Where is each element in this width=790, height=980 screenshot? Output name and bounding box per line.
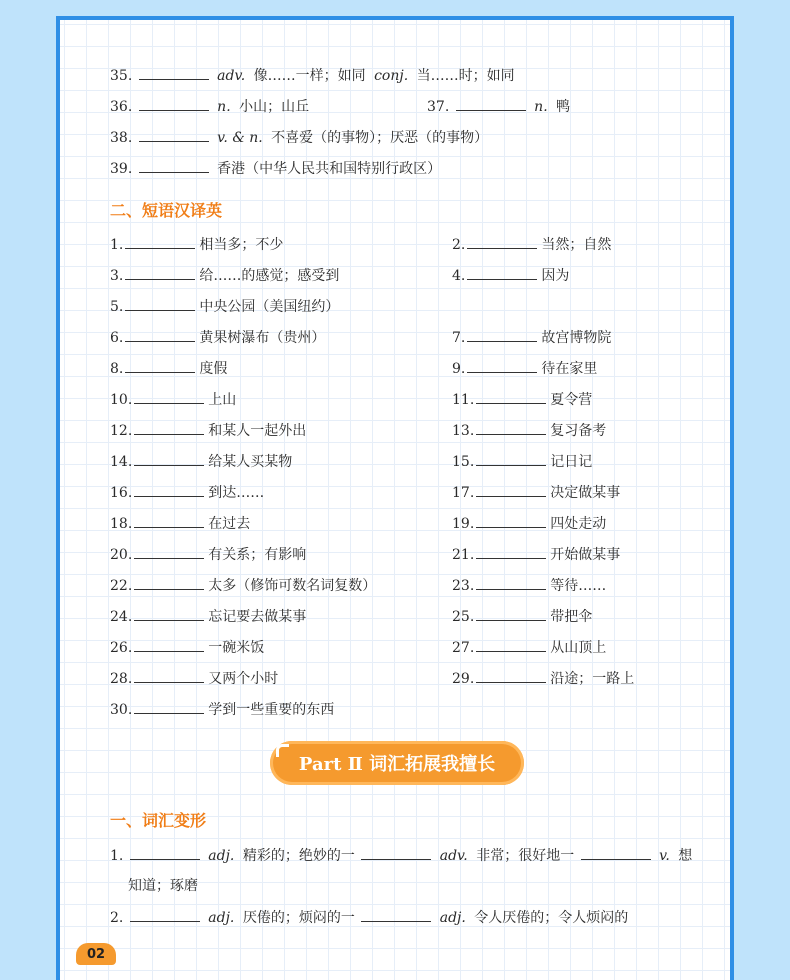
vocab-item-35 [110, 65, 515, 86]
answer-blank[interactable] [134, 544, 204, 559]
item-number: 38. [110, 130, 133, 146]
phrase-meaning: 太多（修饰可数名词复数） [208, 578, 377, 594]
phrase-item [452, 451, 592, 472]
item-number: 19. [452, 516, 475, 532]
phrase-item [110, 668, 278, 689]
phrase-item [110, 637, 264, 658]
item-number: 29. [452, 671, 475, 687]
part-of-speech: adv. [439, 848, 468, 864]
vocab-item-36 [110, 96, 309, 117]
answer-blank[interactable] [361, 907, 431, 922]
part-of-speech: v. & n. [217, 130, 263, 146]
phrase-meaning: 和某人一起外出 [208, 423, 307, 439]
definition: 香港（中华人民共和国特别行政区） [217, 161, 442, 177]
answer-blank[interactable] [456, 96, 526, 111]
phrase-meaning: 一碗米饭 [208, 640, 265, 656]
phrase-item [452, 358, 597, 379]
phrase-item [452, 544, 620, 565]
part-of-speech: v. [659, 848, 670, 864]
phrase-item [110, 699, 334, 720]
item-number: 27. [452, 640, 475, 656]
part-of-speech: adj. [208, 910, 235, 926]
definition: 当……时；如同 [416, 68, 515, 84]
phrase-meaning: 忘记要去做某事 [208, 609, 307, 625]
phrase-item [452, 389, 592, 410]
answer-blank[interactable] [125, 234, 195, 249]
item-number: 28. [110, 671, 133, 687]
answer-blank[interactable] [134, 606, 204, 621]
answer-blank[interactable] [125, 327, 195, 342]
phrase-item [452, 637, 606, 658]
phrase-item [110, 575, 376, 596]
phrase-item [110, 420, 306, 441]
phrase-meaning: 给……的感觉；感受到 [199, 268, 340, 284]
phrase-meaning: 带把伞 [550, 609, 593, 625]
phrase-item [110, 544, 306, 565]
answer-blank[interactable] [467, 358, 537, 373]
phrase-meaning: 因为 [541, 268, 570, 284]
phrase-item [110, 265, 339, 286]
part-of-speech: adj. [208, 848, 235, 864]
phrase-meaning: 沿途；一路上 [550, 671, 635, 687]
phrase-meaning: 等待…… [550, 578, 607, 594]
definition: 厌倦的；烦闷的一 [242, 910, 355, 926]
item-number: 39. [110, 161, 133, 177]
answer-blank[interactable] [125, 265, 195, 280]
phrase-meaning: 到达…… [208, 485, 265, 501]
answer-blank[interactable] [134, 637, 204, 652]
item-number: 10. [110, 392, 133, 408]
answer-blank[interactable] [476, 575, 546, 590]
item-number: 2. [452, 237, 466, 253]
item-number: 22. [110, 578, 133, 594]
item-number: 3. [110, 268, 124, 284]
phrase-item [110, 327, 325, 348]
phrase-item [452, 234, 611, 255]
part-of-speech: adv. [217, 68, 246, 84]
definition: 鸭 [556, 99, 571, 115]
part-banner-label: Part Ⅱ 词汇拓展我擅长 [298, 754, 496, 775]
item-number: 4. [452, 268, 466, 284]
item-number: 18. [110, 516, 133, 532]
phrase-item [110, 296, 339, 317]
item-number: 1. [110, 237, 124, 253]
answer-blank[interactable] [476, 544, 546, 559]
phrase-meaning: 学到一些重要的东西 [208, 702, 335, 718]
answer-blank[interactable] [476, 668, 546, 683]
item-number: 16. [110, 485, 133, 501]
definition: 小山；山丘 [239, 99, 310, 115]
item-number: 30. [110, 702, 133, 718]
phrase-item [110, 451, 292, 472]
vocab-form-item-2 [110, 907, 628, 928]
phrase-item [452, 420, 606, 441]
phrase-meaning: 夏令营 [550, 392, 593, 408]
answer-blank[interactable] [134, 420, 204, 435]
part-of-speech: adj. [439, 910, 466, 926]
phrase-item [110, 389, 236, 410]
item-number: 9. [452, 361, 466, 377]
definition: 想 [678, 848, 693, 864]
answer-blank[interactable] [130, 907, 200, 922]
item-number: 20. [110, 547, 133, 563]
phrase-item [110, 234, 283, 255]
item-number: 35. [110, 68, 133, 84]
item-number: 8. [110, 361, 124, 377]
item-number: 1. [110, 848, 124, 864]
phrase-item [452, 668, 634, 689]
phrase-meaning: 度假 [199, 361, 228, 377]
answer-blank[interactable] [134, 668, 204, 683]
vocab-item-38 [110, 127, 488, 148]
answer-blank[interactable] [134, 513, 204, 528]
item-number: 23. [452, 578, 475, 594]
answer-blank[interactable] [134, 575, 204, 590]
phrase-meaning: 当然；自然 [541, 237, 612, 253]
answer-blank[interactable] [134, 389, 204, 404]
answer-blank[interactable] [476, 513, 546, 528]
part-banner [270, 741, 524, 785]
phrase-meaning: 复习备考 [550, 423, 607, 439]
answer-blank[interactable] [139, 65, 209, 80]
phrase-item [452, 606, 592, 627]
phrase-item [110, 606, 306, 627]
phrase-meaning: 四处走动 [550, 516, 607, 532]
answer-blank[interactable] [476, 637, 546, 652]
item-number: 7. [452, 330, 466, 346]
phrase-meaning: 有关系；有影响 [208, 547, 307, 563]
answer-blank[interactable] [130, 845, 200, 860]
section-title-vocab: 一、词汇变形 [110, 811, 207, 830]
phrase-meaning: 开始做某事 [550, 547, 621, 563]
definition: 像……一样；如同 [253, 68, 366, 84]
answer-blank[interactable] [476, 606, 546, 621]
answer-blank[interactable] [134, 451, 204, 466]
answer-blank[interactable] [476, 482, 546, 497]
phrase-meaning: 记日记 [550, 454, 593, 470]
phrase-item [452, 482, 620, 503]
answer-blank[interactable] [125, 296, 195, 311]
definition: 非常；很好地一 [476, 848, 575, 864]
item-number: 37. [427, 99, 450, 115]
item-number: 5. [110, 299, 124, 315]
phrase-item [452, 513, 606, 534]
page-number-badge [76, 943, 116, 965]
answer-blank[interactable] [139, 158, 209, 173]
answer-blank[interactable] [467, 234, 537, 249]
part-of-speech: n. [534, 99, 548, 115]
phrase-item [452, 327, 611, 348]
item-number: 21. [452, 547, 475, 563]
phrase-meaning: 相当多；不少 [199, 237, 284, 253]
item-number: 2. [110, 910, 124, 926]
item-number: 36. [110, 99, 133, 115]
answer-blank[interactable] [467, 265, 537, 280]
phrase-item [452, 575, 606, 596]
phrase-meaning: 在过去 [208, 516, 251, 532]
answer-blank[interactable] [125, 358, 195, 373]
item-number: 12. [110, 423, 133, 439]
phrase-meaning: 又两个小时 [208, 671, 279, 687]
phrase-meaning: 给某人买某物 [208, 454, 293, 470]
answer-blank[interactable] [581, 845, 651, 860]
corner-ornament [276, 744, 289, 757]
answer-blank[interactable] [134, 482, 204, 497]
item-number: 6. [110, 330, 124, 346]
answer-blank[interactable] [139, 96, 209, 111]
item-number: 13. [452, 423, 475, 439]
answer-blank[interactable] [361, 845, 431, 860]
item-number: 11. [452, 392, 475, 408]
part-of-speech: n. [217, 99, 231, 115]
answer-blank[interactable] [134, 699, 204, 714]
vocab-form-item-1-continuation: 知道；琢磨 [128, 878, 198, 894]
phrase-meaning: 中央公园（美国纽约） [199, 299, 340, 315]
phrase-meaning: 决定做某事 [550, 485, 621, 501]
page-number: 02 [86, 946, 106, 962]
definition: 令人厌倦的；令人烦闷的 [474, 910, 629, 926]
phrase-meaning: 从山顶上 [550, 640, 607, 656]
phrase-item [452, 265, 569, 286]
phrase-meaning: 待在家里 [541, 361, 598, 377]
item-number: 25. [452, 609, 475, 625]
item-number: 14. [110, 454, 133, 470]
item-number: 24. [110, 609, 133, 625]
section-title-phrases: 二、短语汉译英 [110, 201, 223, 220]
vocab-item-39 [110, 158, 441, 179]
item-number: 17. [452, 485, 475, 501]
answer-blank[interactable] [139, 127, 209, 142]
item-number: 15. [452, 454, 475, 470]
phrase-meaning: 上山 [208, 392, 237, 408]
answer-blank[interactable] [476, 389, 546, 404]
answer-blank[interactable] [476, 451, 546, 466]
phrase-item [110, 358, 227, 379]
phrase-item [110, 513, 250, 534]
item-number: 26. [110, 640, 133, 656]
phrase-meaning: 故宫博物院 [541, 330, 612, 346]
definition: 不喜爱（的事物）；厌恶（的事物） [271, 130, 489, 146]
phrase-item [110, 482, 264, 503]
phrase-meaning: 黄果树瀑布（贵州） [199, 330, 326, 346]
vocab-item-37 [427, 96, 570, 117]
definition: 精彩的；绝妙的一 [242, 848, 355, 864]
answer-blank[interactable] [476, 420, 546, 435]
vocab-form-item-1 [110, 845, 692, 866]
part-of-speech: conj. [374, 68, 409, 84]
answer-blank[interactable] [467, 327, 537, 342]
